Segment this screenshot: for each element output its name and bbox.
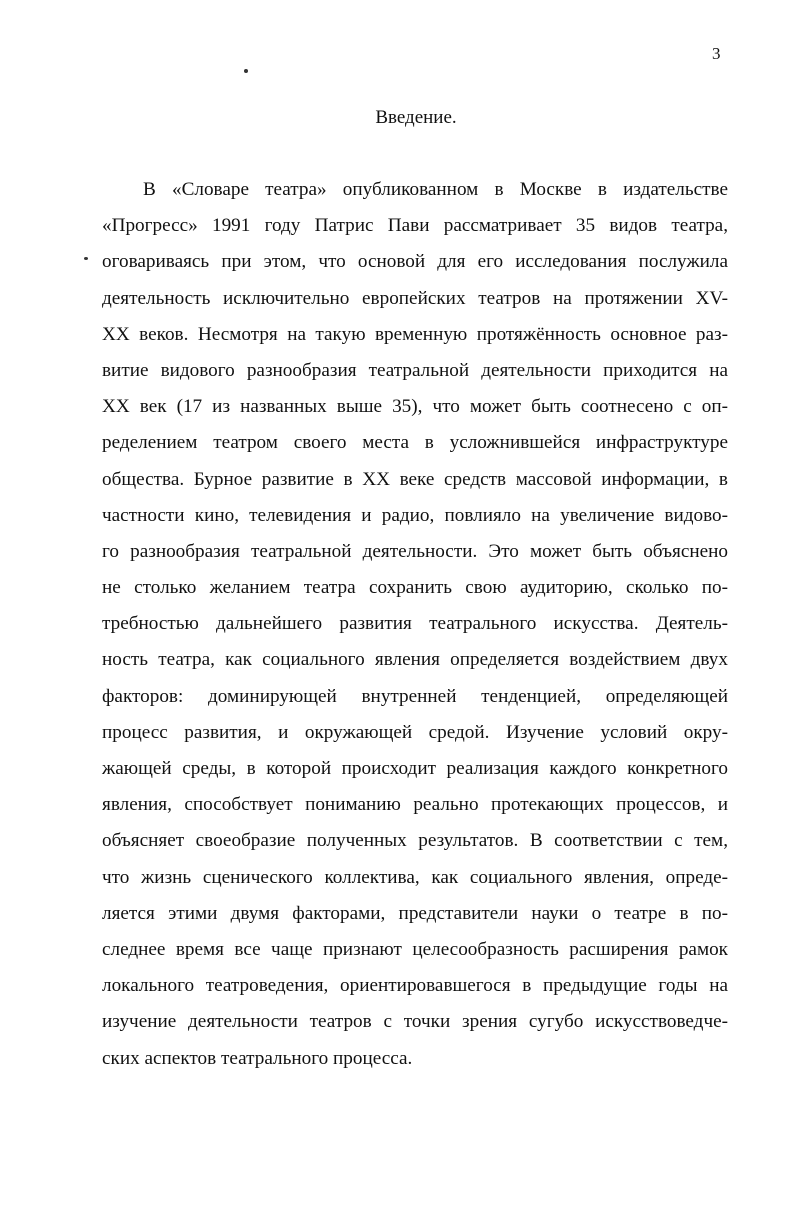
- text-line: ность театра, как социального явления определяется воздействием двух: [102, 649, 728, 671]
- text-line: ляется этими двумя факторами, представители науки о театре в по-: [102, 902, 728, 924]
- text-line: го разнообразия театральной деятельности. Это может быть объяснено: [102, 540, 728, 562]
- text-line: ределением театром своего места в усложнившейся инфраструктуре: [102, 432, 728, 454]
- text-line: деятельность исключительно европейских театров на протяжении XV-: [102, 287, 728, 309]
- text-line: факторов: доминирующей внутренней тенденцией, определяющей: [102, 685, 728, 707]
- text-line: частности кино, телевидения и радио, повлияло на увеличение видово-: [102, 504, 728, 526]
- scan-speck: [244, 69, 248, 73]
- text-line: изучение деятельности театров с точки зрения сугубо искусствоведче-: [102, 1011, 728, 1033]
- text-line: процесс развития, и окружающей средой. Изучение условий окру-: [102, 721, 728, 743]
- text-line: следнее время все чаще признают целесообразность расширения рамок: [102, 938, 728, 960]
- text-line: витие видового разнообразия театральной деятельности приходится на: [102, 359, 728, 381]
- text-line: требностью дальнейшего развития театрального искусства. Деятель-: [102, 613, 728, 635]
- page-number: 3: [712, 44, 721, 63]
- text-line: не столько желанием театра сохранить свою аудиторию, сколько по-: [102, 577, 728, 599]
- text-line: В «Словаре театра» опубликованном в Москве в издательстве: [143, 179, 728, 200]
- text-line: объясняет своеобразие полученных результатов. В соответствии с тем,: [102, 830, 728, 852]
- text-line: «Прогресс» 1991 году Патрис Пави рассматривает 35 видов театра,: [102, 215, 728, 237]
- text-line: XX веков. Несмотря на такую временную протяжённость основное раз-: [102, 323, 728, 345]
- scan-speck: [84, 257, 88, 260]
- text-line: оговариваясь при этом, что основой для его исследования послужила: [102, 251, 728, 273]
- text-line: XX век (17 из названных выше 35), что может быть соотнесено с оп-: [102, 396, 728, 418]
- text-line: ских аспектов театрального процесса.: [102, 1047, 413, 1069]
- section-title: Введение.: [375, 107, 457, 128]
- body-text: [102, 178, 728, 1083]
- text-line: локального театроведения, ориентировавшегося в предыдущие годы на: [102, 975, 728, 997]
- text-line: явления, способствует пониманию реально протекающих процессов, и: [102, 794, 728, 816]
- text-line: что жизнь сценического коллектива, как социального явления, опреде-: [102, 866, 728, 888]
- text-line: жающей среды, в которой происходит реализация каждого конкретного: [102, 758, 728, 779]
- text-line: общества. Бурное развитие в XX веке средств массовой информации, в: [102, 468, 728, 490]
